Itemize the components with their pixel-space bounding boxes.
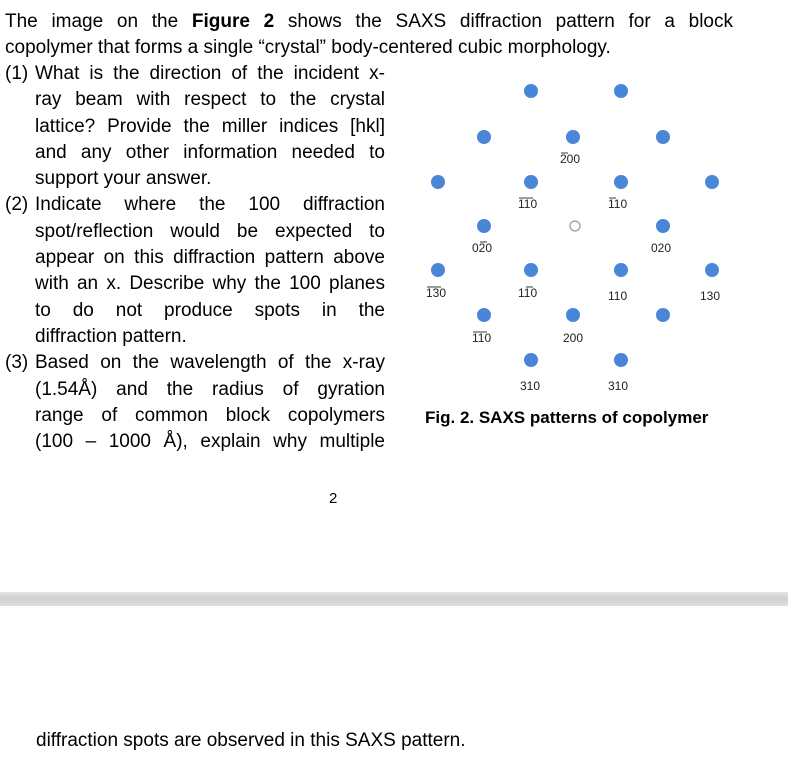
question-2: (2) Indicate where the 100 diffraction spot/reflection would be expected to appear on this diffraction pattern above with an x. Describe why the 100 planes to do not produce spots in the diffraction pattern. bbox=[5, 194, 385, 347]
spot bbox=[477, 130, 491, 144]
spot bbox=[431, 263, 445, 277]
spot bbox=[524, 353, 538, 367]
spot bbox=[614, 353, 628, 367]
label-130-right: 130 bbox=[700, 289, 721, 303]
spot bbox=[566, 308, 580, 322]
label-020-left: 020 bbox=[472, 241, 493, 255]
spot bbox=[656, 308, 670, 322]
spot bbox=[477, 308, 491, 322]
label-310-right: 310 bbox=[608, 379, 629, 393]
spot bbox=[656, 130, 670, 144]
label-200-bottom: 200 bbox=[563, 331, 584, 345]
label-110-middle-right: 110 bbox=[608, 289, 628, 303]
spot bbox=[614, 84, 628, 98]
page-separator bbox=[0, 592, 788, 606]
beam-center-marker bbox=[570, 221, 580, 231]
spot bbox=[524, 263, 538, 277]
figure-caption: Fig. 2. SAXS patterns of copolymer bbox=[425, 408, 709, 427]
label-130-left: 130 bbox=[426, 286, 447, 300]
diffraction-spots bbox=[431, 84, 719, 367]
question-1: (1) What is the direction of the incident x- ray beam with respect to the crystal lattice? Provide the miller indices [hkl] and any other information needed to support your answer. bbox=[5, 63, 385, 190]
label-110-top-left: 110 bbox=[518, 197, 538, 211]
spot bbox=[431, 175, 445, 189]
spot bbox=[477, 219, 491, 233]
figure-ref: Figure 2 bbox=[191, 11, 275, 32]
label-200-top: 200 bbox=[560, 152, 581, 166]
label-110-top-right: 110 bbox=[608, 197, 628, 211]
intro-line-1: The image on the Figure 2 shows the SAXS diffraction pattern for a block bbox=[5, 11, 734, 32]
spot bbox=[566, 130, 580, 144]
spot bbox=[524, 84, 538, 98]
label-310-left: 310 bbox=[520, 379, 541, 393]
spot bbox=[614, 175, 628, 189]
continuation-text: diffraction spots are observed in this SAXS pattern. bbox=[36, 730, 466, 751]
label-020-right: 020 bbox=[651, 241, 672, 255]
spot bbox=[656, 219, 670, 233]
label-110-bottom-left: 110 bbox=[472, 331, 492, 345]
spot bbox=[705, 263, 719, 277]
page-number: 2 bbox=[329, 490, 338, 507]
spot bbox=[524, 175, 538, 189]
spot bbox=[705, 175, 719, 189]
spot bbox=[614, 263, 628, 277]
label-110-middle-left: 110 bbox=[518, 286, 538, 300]
question-3: (3) Based on the wavelength of the x-ray (1.54Å) and the radius of gyration range of common block copolymers (100 – 1000 Å), explain why multiple bbox=[5, 352, 385, 453]
intro-line-2: copolymer that forms a single “crystal” body-centered cubic morphology. bbox=[5, 37, 611, 58]
